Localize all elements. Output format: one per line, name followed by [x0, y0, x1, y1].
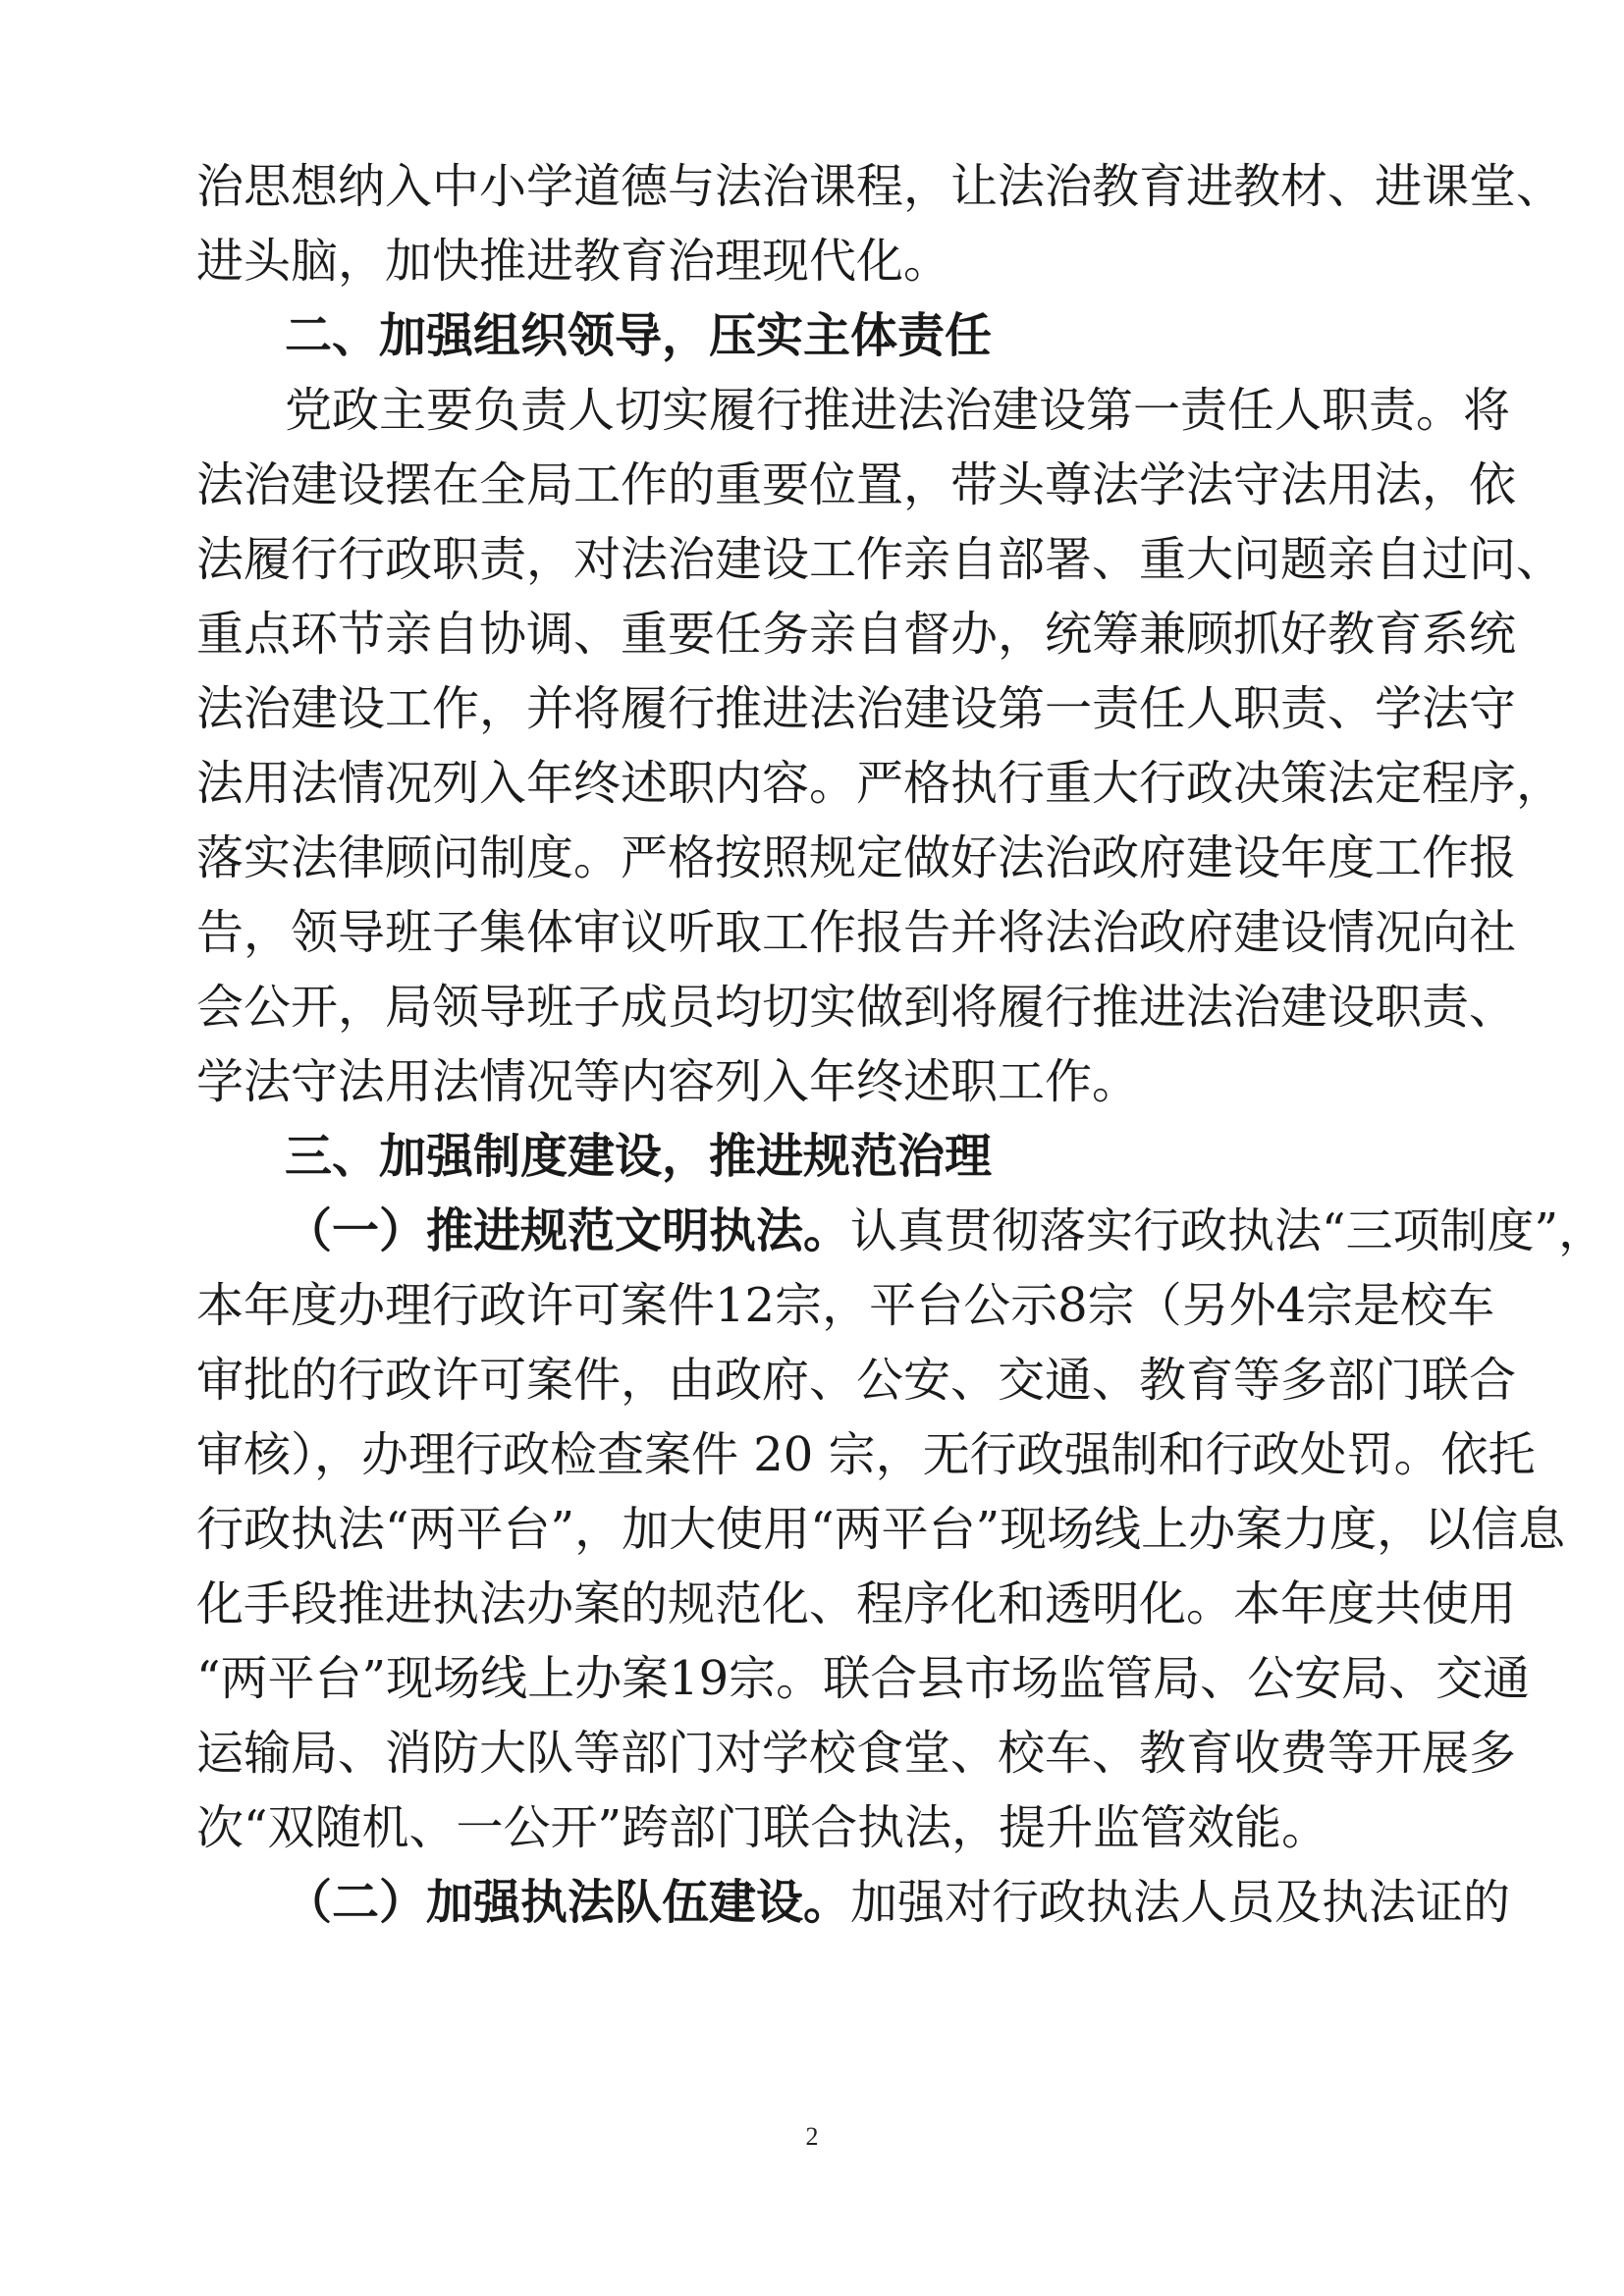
body-line [285, 1865, 1511, 1940]
body-line: 化手段推进执法办案的规范化、程序化和透明化。本年度共使用 [196, 1576, 1517, 1631]
body-line: 次“双随机、一公开”跨部门联合执法，提升监管效能。 [196, 1800, 1329, 1855]
body-line: 会公开，局领导班子成员均切实做到将履行推进法治建设职责、 [196, 980, 1517, 1035]
body-line: 法治建设摆在全局工作的重要位置，带头尊法学法守法用法，依 [196, 457, 1517, 512]
body-line: 审批的行政许可案件，由政府、公安、交通、教育等多部门联合 [196, 1353, 1517, 1408]
body-line: 告，领导班子集体审议听取工作报告并将法治政府建设情况向社 [196, 905, 1517, 960]
body-line: 行政执法“两平台”，加大使用“两平台”现场线上办案力度，以信息 [196, 1502, 1566, 1557]
body-line: 本年度办理行政许可案件12宗，平台公示8宗（另外4宗是校车 [196, 1278, 1495, 1333]
body-line: 学法守法用法情况等内容列入年终述职工作。 [196, 1054, 1140, 1109]
body-line: 运输局、消防大队等部门对学校食堂、校车、教育收费等开展多 [196, 1726, 1517, 1781]
subsection-text: 加强对行政执法人员及执法证的 [850, 1875, 1511, 1930]
body-line: 重点环节亲自协调、重要任务亲自督办，统筹兼顾抓好教育系统 [196, 607, 1517, 662]
body-line: 落实法律顾问制度。严格按照规定做好法治政府建设年度工作报 [196, 830, 1517, 885]
body-line: 进头脑，加快推进教育治理现代化。 [196, 234, 951, 289]
body-line: 法治建设工作，并将履行推进法治建设第一责任人职责、学法守 [196, 681, 1517, 736]
body-line: “两平台”现场线上办案19宗。联合县市场监管局、公安局、交通 [196, 1651, 1531, 1706]
body-line: 治思想纳入中小学道德与法治课程，让法治教育进教材、进课堂、 [196, 159, 1564, 214]
body-line: 审核），办理行政检查案件 20 宗，无行政强制和行政处罚。依托 [196, 1427, 1536, 1482]
section-heading: 三、加强制度建设，推进规范治理 [285, 1129, 993, 1184]
section-heading: 二、加强组织领导，压实主体责任 [285, 308, 993, 363]
subsection-title: （二）加强执法队伍建设。 [285, 1875, 851, 1930]
subsection-text: 认真贯彻落实行政执法“三项制度”， [850, 1203, 1606, 1258]
subsection-title: （一）推进规范文明执法。 [285, 1203, 851, 1258]
body-line: 法履行行政职责，对法治建设工作亲自部署、重大问题亲自过问、 [196, 532, 1564, 587]
page-number: 2 [805, 2122, 819, 2151]
body-line: 党政主要负责人切实履行推进法治建设第一责任人职责。将 [285, 383, 1511, 438]
body-line [285, 1194, 1606, 1268]
body-line: 法用法情况列入年终述职内容。严格执行重大行政决策法定程序， [196, 756, 1564, 811]
